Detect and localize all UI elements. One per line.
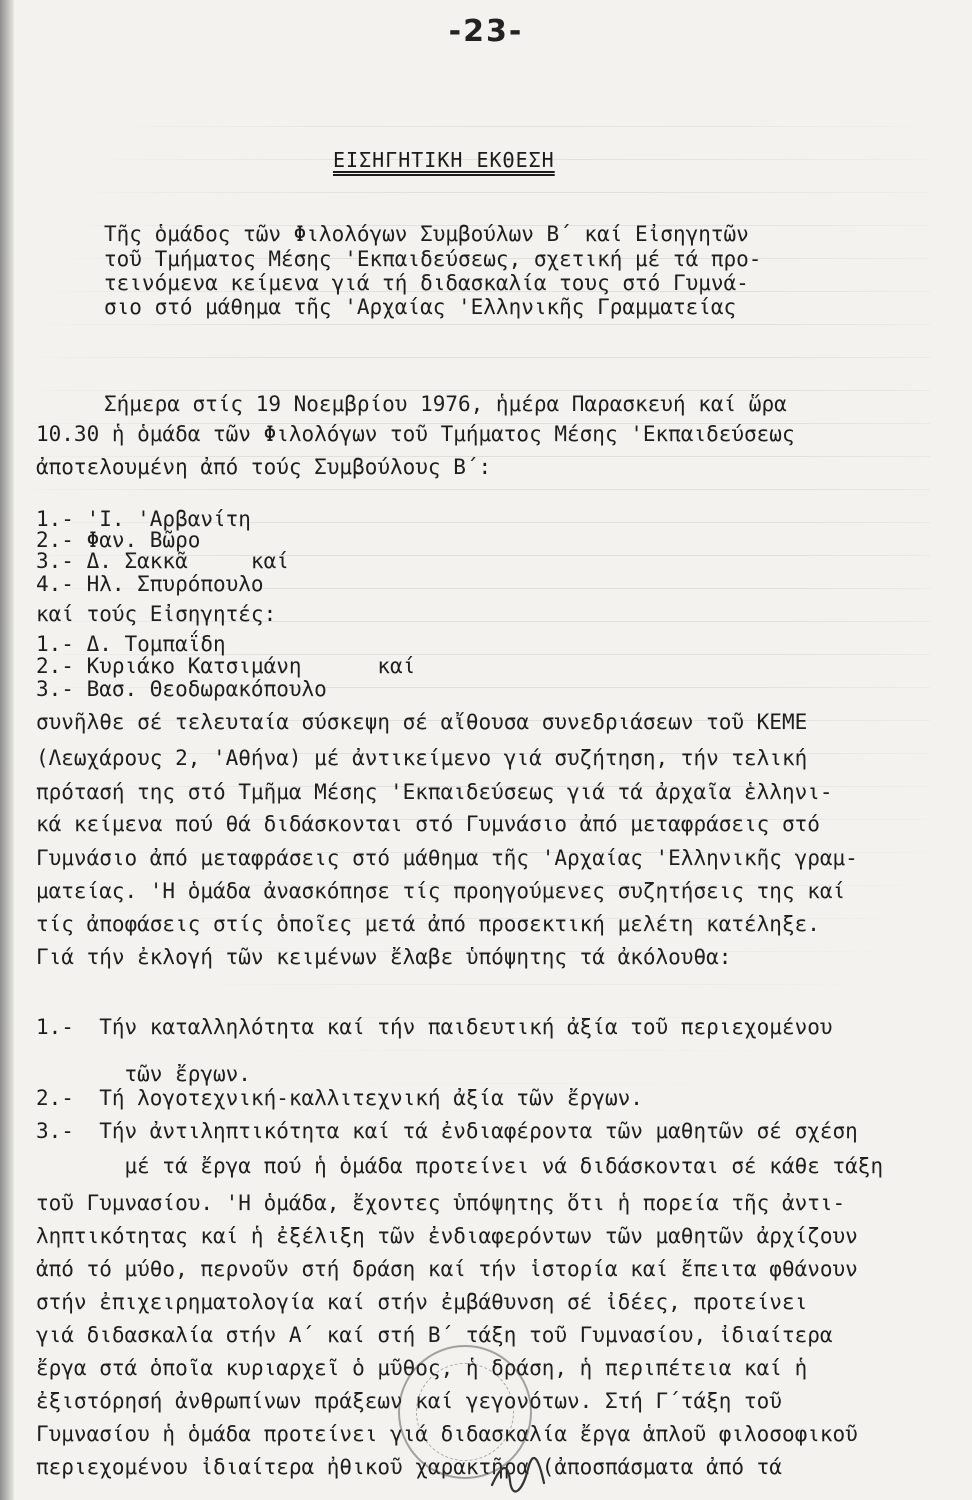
text-line: τοῦ Γυμνασίου. 'Η ὁμάδα, ἔχοντες ὑπόψητης ὅτι ἡ πορεία τῆς ἀντι- — [36, 1191, 846, 1215]
list-item: 3.- Τήν ἀντιληπτικότητα καί τά ἐνδιαφέροντα τῶν μαθητῶν σέ σχέση — [36, 1119, 858, 1143]
list-item: 3.- Βασ. Θεοδωρακόπουλο — [36, 677, 327, 701]
text-line: συνῆλθε σέ τελευταία σύσκεψη σέ αἴθουσα συνεδριάσεων τοῦ ΚΕΜΕ — [36, 710, 808, 734]
text-line: γιά διδασκαλία στήν Α΄ καί στή Β΄ τάξη τοῦ Γυμνασίου, ἰδιαίτερα — [36, 1323, 833, 1347]
text-line: τοῦ Τμήματος Μέσης 'Εκπαιδεύσεως, σχετική μέ τά προ- — [104, 247, 762, 271]
text-line: πρότασή της στό Τμῆμα Μέσης 'Εκπαιδεύσεως γιά τά ἀρχαῖα ἑλληνι- — [36, 780, 833, 804]
list-item: 2.- Φαν. Βῶρο — [36, 528, 201, 552]
list-item: 1.- 'Ι. 'Αρβανίτη — [36, 507, 251, 531]
text-line: 10.30 ἡ ὁμάδα τῶν Φιλολόγων τοῦ Τμήματος Μέσης 'Εκπαιδεύσεως — [36, 422, 795, 446]
text-line: ἐξιστόρησή ἀνθρωπίνων πράξεων καί γεγονότων. Στή Γ΄τάξη τοῦ — [36, 1389, 782, 1413]
text-line: ματείας. 'Η ὁμάδα ἀνασκόπησε τίς προηγούμενες συζητήσεις της καί — [36, 879, 846, 903]
list-item: μέ τά ἔργα πού ἡ ὁμάδα προτείνει νά διδάσκονται σέ κάθε τάξη — [36, 1154, 884, 1178]
list-item: 1.- Δ. Τομπαΐδη — [36, 632, 226, 656]
text-line: Τῆς ὁμάδος τῶν Φιλολόγων Συμβούλων Β΄ καί Εἰσηγητῶν — [104, 222, 749, 246]
page-number: -23- — [448, 14, 524, 49]
text-line: Σήμερα στίς 19 Νοεμβρίου 1976, ἡμέρα Παρασκευή καί ὥρα — [104, 392, 787, 416]
text-line: στήν ἐπιχειρηματολογία καί στήν ἐμβάθυνση σέ ἰδέες, προτείνει — [36, 1290, 808, 1314]
document-title: ΕΙΣΗΓΗΤΙΚΗ ΕΚΘΕΣΗ — [333, 148, 555, 172]
list-item: 1.- Τήν καταλληλότητα καί τήν παιδευτική ἀξία τοῦ περιεχομένου — [36, 1015, 833, 1039]
text-line: ἀποτελουμένη ἀπό τούς Συμβούλους Β΄: — [36, 455, 492, 479]
text-line: κά κείμενα πού θά διδάσκονται στό Γυμνάσιο ἀπό μεταφράσεις στό — [36, 812, 820, 836]
list-item: 3.- Δ. Σακκᾶ καί — [36, 549, 289, 573]
list-heading: καί τούς Εἰσηγητές: — [36, 602, 277, 626]
text-line: Γυμνασίου ἡ ὁμάδα προτείνει γιά διδασκαλία ἔργα ἁπλοῦ φιλοσοφικοῦ — [36, 1422, 858, 1446]
text-line: περιεχομένου ἰδιαίτερα ἠθικοῦ χαρακτῆρα (ἀποσπάσματα ἀπό τά — [36, 1455, 782, 1479]
text-line: Γιά τήν ἐκλογή τῶν κειμένων ἔλαβε ὑπόψητης τά ἀκόλουθα: — [36, 945, 732, 969]
text-line: ληπτικότητας καί ἡ ἐξέλιξη τῶν ἐνδιαφερόντων τῶν μαθητῶν ἀρχίζουν — [36, 1224, 858, 1248]
text-line: ἔργα στά ὁποῖα κυριαρχεῖ ὁ μῦθος, ἡ δράση, ἡ περιπέτεια καί ἡ — [36, 1356, 808, 1380]
list-item: 2.- Τή λογοτεχνική-καλλιτεχνική ἀξία τῶν ἔργων. — [36, 1086, 643, 1110]
text-line: (Λεωχάρους 2, 'Αθήνα) μέ ἀντικείμενο γιά συζήτηση, τήν τελική — [36, 746, 808, 770]
text-line: σιο στό μάθημα τῆς 'Αρχαίας 'Ελληνικῆς Γραμματείας — [104, 295, 737, 319]
list-item: 4.- Ηλ. Σπυρόπουλο — [36, 572, 264, 596]
text-line: τεινόμενα κείμενα γιά τή διδασκαλία τους στό Γυμνά- — [104, 271, 749, 295]
text-line: τίς ἀποφάσεις στίς ὁποῖες μετά ἀπό προσεκτική μελέτη κατέληξε. — [36, 912, 820, 936]
text-line: ἀπό τό μύθο, περνοῦν στή δράση καί τήν ἱστορία καί ἔπειτα φθάνουν — [36, 1257, 858, 1281]
signature-mark — [488, 1455, 548, 1495]
list-item: τῶν ἔργων. — [36, 1062, 251, 1086]
text-line: Γυμνάσιο ἀπό μεταφράσεις στό μάθημα τῆς 'Αρχαίας 'Ελληνικῆς γραμ- — [36, 846, 858, 870]
list-item: 2.- Κυριάκο Κατσιμάνη καί — [36, 654, 416, 678]
binding-shadow — [0, 0, 14, 1500]
